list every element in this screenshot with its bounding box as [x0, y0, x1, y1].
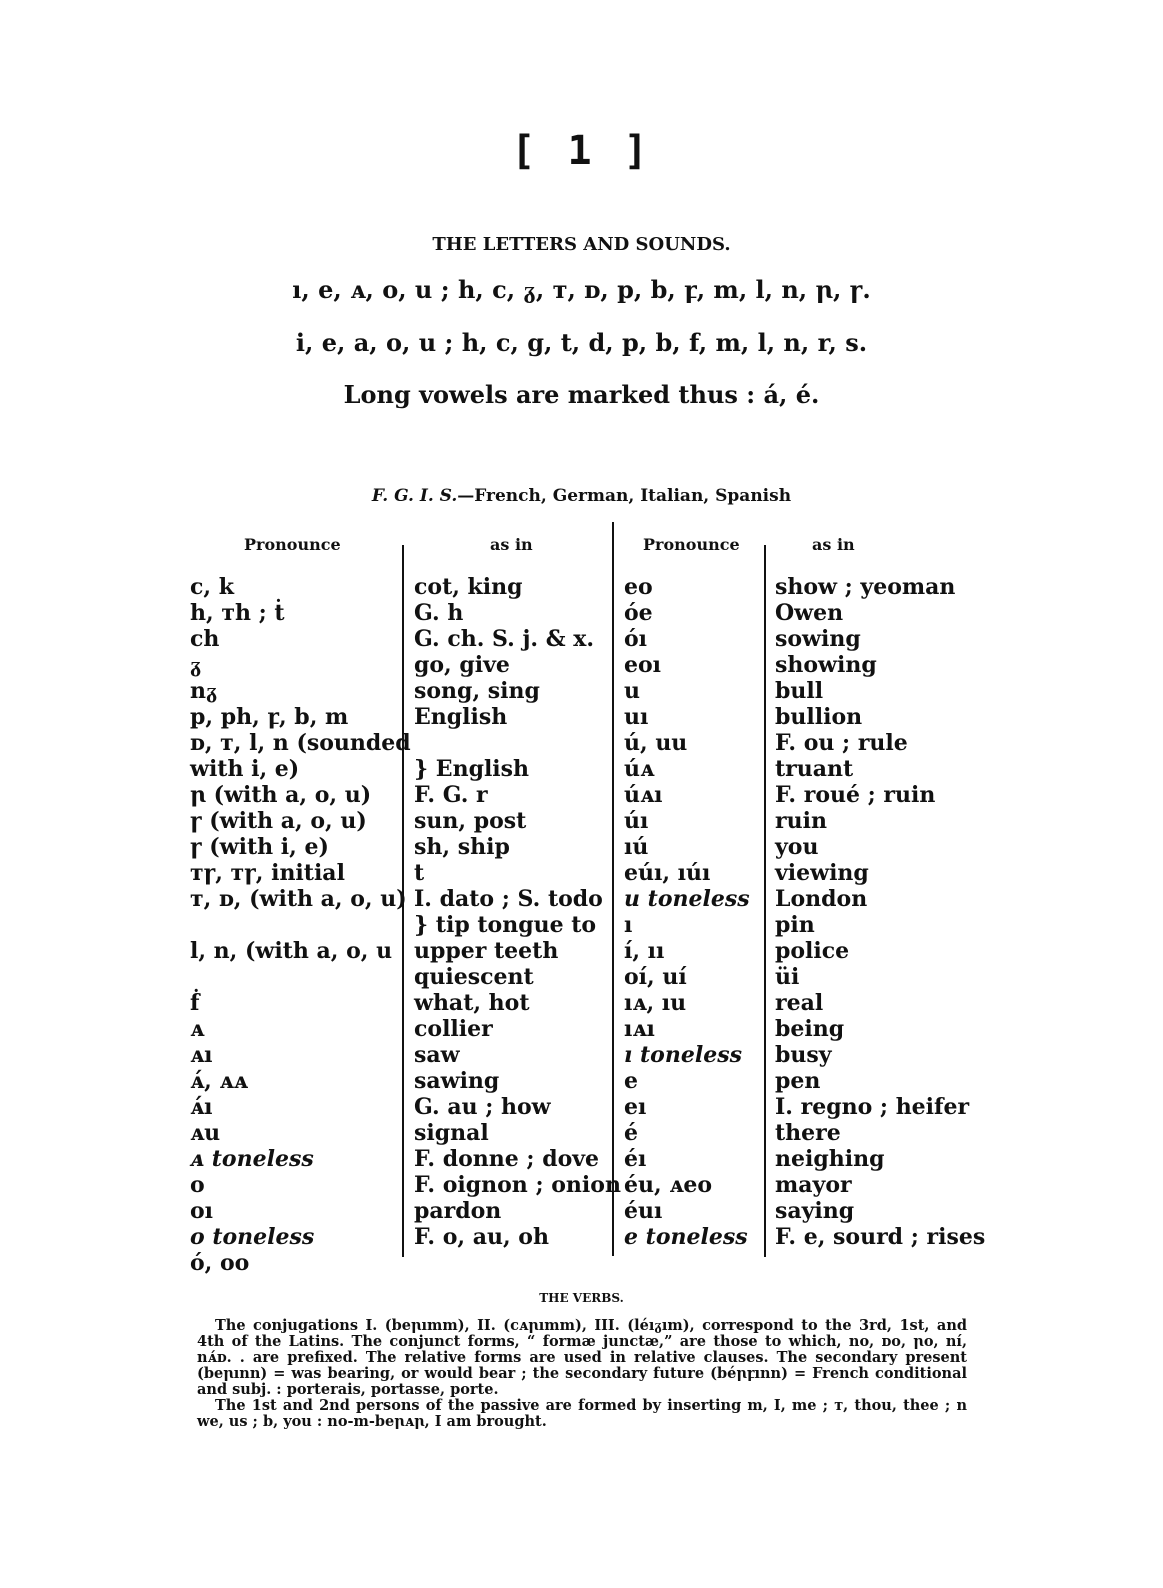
table-cell: bullion — [775, 704, 863, 730]
table-cell: ó, oo — [190, 1250, 250, 1276]
table-cell: Owen — [775, 600, 844, 626]
irish-alphabet: ı, e, ᴀ, o, u ; h, c, ᵹ, ᴛ, ᴅ, p, b, ꝼ, m, l, n, ꞃ, ꞅ. — [292, 275, 871, 304]
table-cell: ıú — [624, 834, 649, 860]
table-cell: ᴀı — [190, 1042, 213, 1068]
table-cell: t — [414, 860, 425, 886]
table-cell: you — [775, 834, 819, 860]
table-cell: signal — [414, 1120, 489, 1146]
table-cell: English — [414, 704, 508, 730]
table-cell: í, ıı — [624, 938, 665, 964]
header-pronounce-1: Pronounce — [244, 535, 341, 554]
table-cell: pardon — [414, 1198, 502, 1224]
table-cell: l, n, (with a, o, u — [190, 938, 393, 964]
table-cell — [190, 912, 411, 938]
table-cell: ıᴀ, ıu — [624, 990, 687, 1016]
page-number: [ 1 ] — [511, 128, 652, 174]
table-cell: collier — [414, 1016, 493, 1042]
as-in-column-2 — [775, 574, 985, 1250]
table-cell: upper teeth — [414, 938, 559, 964]
table-cell: úı — [624, 808, 649, 834]
table-cell: sun, post — [414, 808, 527, 834]
page-title: THE LETTERS AND SOUNDS. — [432, 234, 731, 255]
table-cell: F. o, au, oh — [414, 1224, 549, 1250]
table-cell — [414, 730, 621, 756]
legend-text: —French, German, Italian, Spanish — [457, 486, 792, 506]
table-cell: saying — [775, 1198, 855, 1224]
table-cell: úᴀı — [624, 782, 663, 808]
table-cell: o toneless — [190, 1224, 315, 1250]
table-cell: ᴛ, ᴅ, (with a, o, u) — [190, 886, 407, 912]
header-as-in-2: as in — [812, 535, 855, 554]
table-cell: showing — [775, 652, 877, 678]
table-cell: I. dato ; S. todo — [414, 886, 603, 912]
header-pronounce-2: Pronounce — [643, 535, 740, 554]
language-legend — [0, 486, 1163, 506]
table-cell: ᴀ́ı — [190, 1094, 213, 1120]
table-cell: F. e, sourd ; rises — [775, 1224, 986, 1250]
table-cell: ᴀ — [190, 1016, 205, 1042]
table-cell: oí, uí — [624, 964, 687, 990]
table-cell: neighing — [775, 1146, 885, 1172]
table-cell: with i, e) — [190, 756, 300, 782]
table-cell: sawing — [414, 1068, 500, 1094]
table-cell: ꞅ (with i, e) — [190, 834, 329, 860]
table-cell: e — [624, 1068, 638, 1094]
table-cell: eúı, ıúı — [624, 860, 711, 886]
table-cell: pen — [775, 1068, 821, 1094]
header-as-in-1: as in — [490, 535, 533, 554]
table-cell: é — [624, 1120, 638, 1146]
table-cell: h, ᴛh ; ṫ — [190, 600, 285, 626]
table-cell: police — [775, 938, 850, 964]
table-cell: eoı — [624, 652, 662, 678]
table-cell: cot, king — [414, 574, 523, 600]
table-cell: saw — [414, 1042, 460, 1068]
table-cell: oı — [190, 1198, 214, 1224]
legend-abbreviations: F. G. I. S. — [371, 486, 458, 506]
table-cell: p, ph, ꝼ, b, m — [190, 704, 349, 730]
table-cell: c, k — [190, 574, 234, 600]
as-in-column-1 — [414, 574, 621, 1250]
table-cell: F. ou ; rule — [775, 730, 908, 756]
table-cell: úᴀ — [624, 756, 655, 782]
table-cell: I. regno ; heifer — [775, 1094, 970, 1120]
table-cell: eı — [624, 1094, 647, 1120]
table-cell: ᴛꞅ, ᴛꞅ, initial — [190, 860, 345, 886]
table-cell: ᵹ — [190, 652, 202, 678]
table-cell: ꞅ (with a, o, u) — [190, 808, 367, 834]
table-cell: real — [775, 990, 824, 1016]
pronounce-column-1 — [190, 574, 411, 1276]
verbs-notes — [197, 1318, 967, 1430]
table-cell: u — [624, 678, 640, 704]
table-cell: ᴀu — [190, 1120, 221, 1146]
table-cell: eo — [624, 574, 653, 600]
table-cell: ruin — [775, 808, 827, 834]
roman-alphabet: i, e, a, o, u ; h, c, g, t, d, p, b, f, m, l, n, r, s. — [295, 328, 868, 357]
verbs-paragraph: The conjugations I. (beꞃımm), II. (cᴀꞃımm), III. (léıᵹım), correspond to the 3rd, 1st, and 4th of the Latins. The conjunct forms, “ formæ junctæ,” are those to which, no, ᴅo, ꞃo, ní, nᴀ́ᴅ. . are prefixed. The relative forms are used in relative clauses. The secondary present (beꞃınn) = was bearing, or would bear ; the secondary future (béꞃꝼınn) = French conditional and subj. : porterais, portasse, porte. — [197, 1317, 967, 1398]
table-cell: quiescent — [414, 964, 534, 990]
table-cell: ı toneless — [624, 1042, 742, 1068]
table-cell: F. oignon ; onion — [414, 1172, 621, 1198]
table-cell: pin — [775, 912, 815, 938]
table-cell: bull — [775, 678, 824, 704]
table-cell: ᴀ́, ᴀᴀ — [190, 1068, 248, 1094]
table-cell: G. ch. S. j. & x. — [414, 626, 595, 652]
table-cell: ᴀ toneless — [190, 1146, 314, 1172]
table-cell: ú, uu — [624, 730, 688, 756]
long-vowels-note: Long vowels are marked thus : á, é. — [343, 380, 820, 409]
table-cell: üi — [775, 964, 800, 990]
table-cell: óe — [624, 600, 653, 626]
table-cell: truant — [775, 756, 854, 782]
table-cell: ıᴀı — [624, 1016, 655, 1042]
table-cell: ꞃ (with a, o, u) — [190, 782, 372, 808]
table-cell: nᵹ — [190, 678, 218, 704]
table-cell: o — [190, 1172, 205, 1198]
verbs-paragraph: The 1st and 2nd persons of the passive are formed by inserting m, I, me ; ᴛ, thou, thee ; n we, us ; b, you : no-m-beꞃᴀꞃ, I am brought. — [197, 1397, 967, 1430]
table-cell: song, sing — [414, 678, 540, 704]
table-cell: u toneless — [624, 886, 750, 912]
table-cell: London — [775, 886, 868, 912]
table-cell: } tip tongue to — [414, 912, 597, 938]
verbs-heading: THE VERBS. — [539, 1291, 624, 1305]
table-cell: being — [775, 1016, 845, 1042]
column-divider — [764, 545, 766, 1257]
table-cell — [190, 964, 411, 990]
table-cell: ı — [624, 912, 633, 938]
table-cell: éuı — [624, 1198, 663, 1224]
table-cell: F. donne ; dove — [414, 1146, 600, 1172]
table-cell: viewing — [775, 860, 869, 886]
table-cell: éı — [624, 1146, 647, 1172]
table-cell: G. h — [414, 600, 464, 626]
table-cell: sowing — [775, 626, 861, 652]
table-cell: e toneless — [624, 1224, 748, 1250]
table-cell: show ; yeoman — [775, 574, 956, 600]
table-cell: busy — [775, 1042, 832, 1068]
table-cell: F. roué ; ruin — [775, 782, 936, 808]
table-cell: óı — [624, 626, 648, 652]
table-cell: what, hot — [414, 990, 530, 1016]
table-cell: there — [775, 1120, 841, 1146]
table-cell: ch — [190, 626, 220, 652]
table-cell: go, give — [414, 652, 510, 678]
table-cell: F. G. r — [414, 782, 488, 808]
table-cell: ḟ — [190, 990, 200, 1016]
table-cell: uı — [624, 704, 649, 730]
table-cell: G. au ; how — [414, 1094, 551, 1120]
table-cell: mayor — [775, 1172, 852, 1198]
table-cell: sh, ship — [414, 834, 510, 860]
table-cell: éu, ᴀeo — [624, 1172, 713, 1198]
table-cell: ᴅ, ᴛ, l, n (sounded — [190, 730, 411, 756]
table-cell: } English — [414, 756, 530, 782]
pronounce-column-2 — [624, 574, 750, 1250]
